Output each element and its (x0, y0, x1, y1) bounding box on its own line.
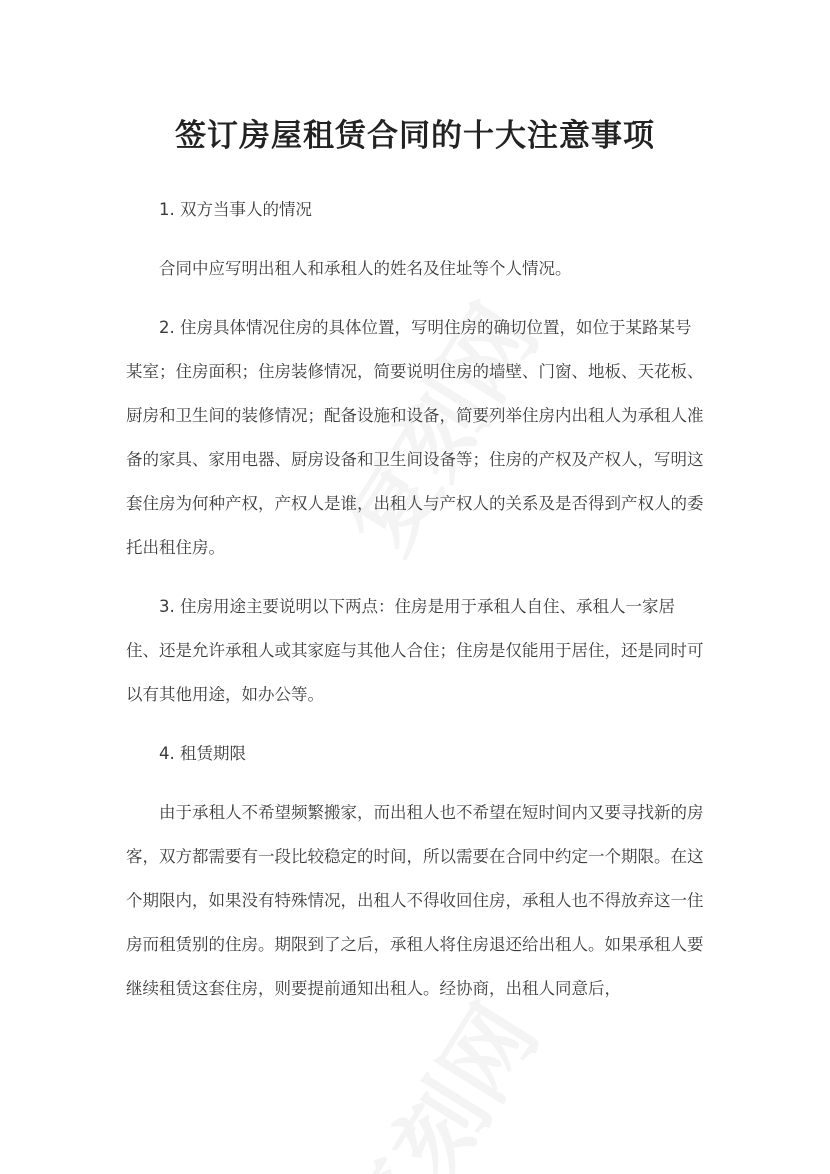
section-heading-4: 4. 租赁期限 (159, 744, 246, 763)
section-heading-1: 1. 双方当事人的情况 (159, 200, 312, 219)
paragraph-1: 合同中应写明出租人和承租人的姓名及住址等个人情况。 (159, 259, 572, 278)
document-body (126, 188, 706, 1011)
paragraph-4: 由于承租人不希望频繁搬家，而出租人也不希望在短时间内又要寻找新的房客，双方都需要有一段比较稳定的时间，所以需要在合同中约定一个期限。在这个期限内，如果没有特殊情况，出租人不得收回住房，承租人也不得放弃这一住房而租赁别的住房。期限到了之后，承租人将住房退还给出租人。如果承租人要继续租赁这套住房，则要提前通知出租人。经协商，出租人同意后， (126, 803, 704, 998)
paragraph-2: 2. 住房具体情况住房的具体位置，写明住房的确切位置，如位于某路某号某室；住房面积；住房装修情况，简要说明住房的墙壁、门窗、地板、天花板、厨房和卫生间的装修情况；配备设施和设备，简要列举住房内出租人为承租人准备的家具、家用电器、厨房设备和卫生间设备等；住房的产权及产权人，写明这套住房为何种产权，产权人是谁，出租人与产权人的关系及是否得到产权人的委托出租住房。 (126, 318, 704, 557)
paragraph-3: 3. 住房用途主要说明以下两点：住房是用于承租人自住、承租人一家居住、还是允许承租人或其家庭与其他人合住；住房是仅能用于居住，还是同时可以有其他用途，如办公等。 (126, 597, 704, 704)
page-title: 签订房屋租赁合同的十大注意事项 (175, 118, 655, 154)
